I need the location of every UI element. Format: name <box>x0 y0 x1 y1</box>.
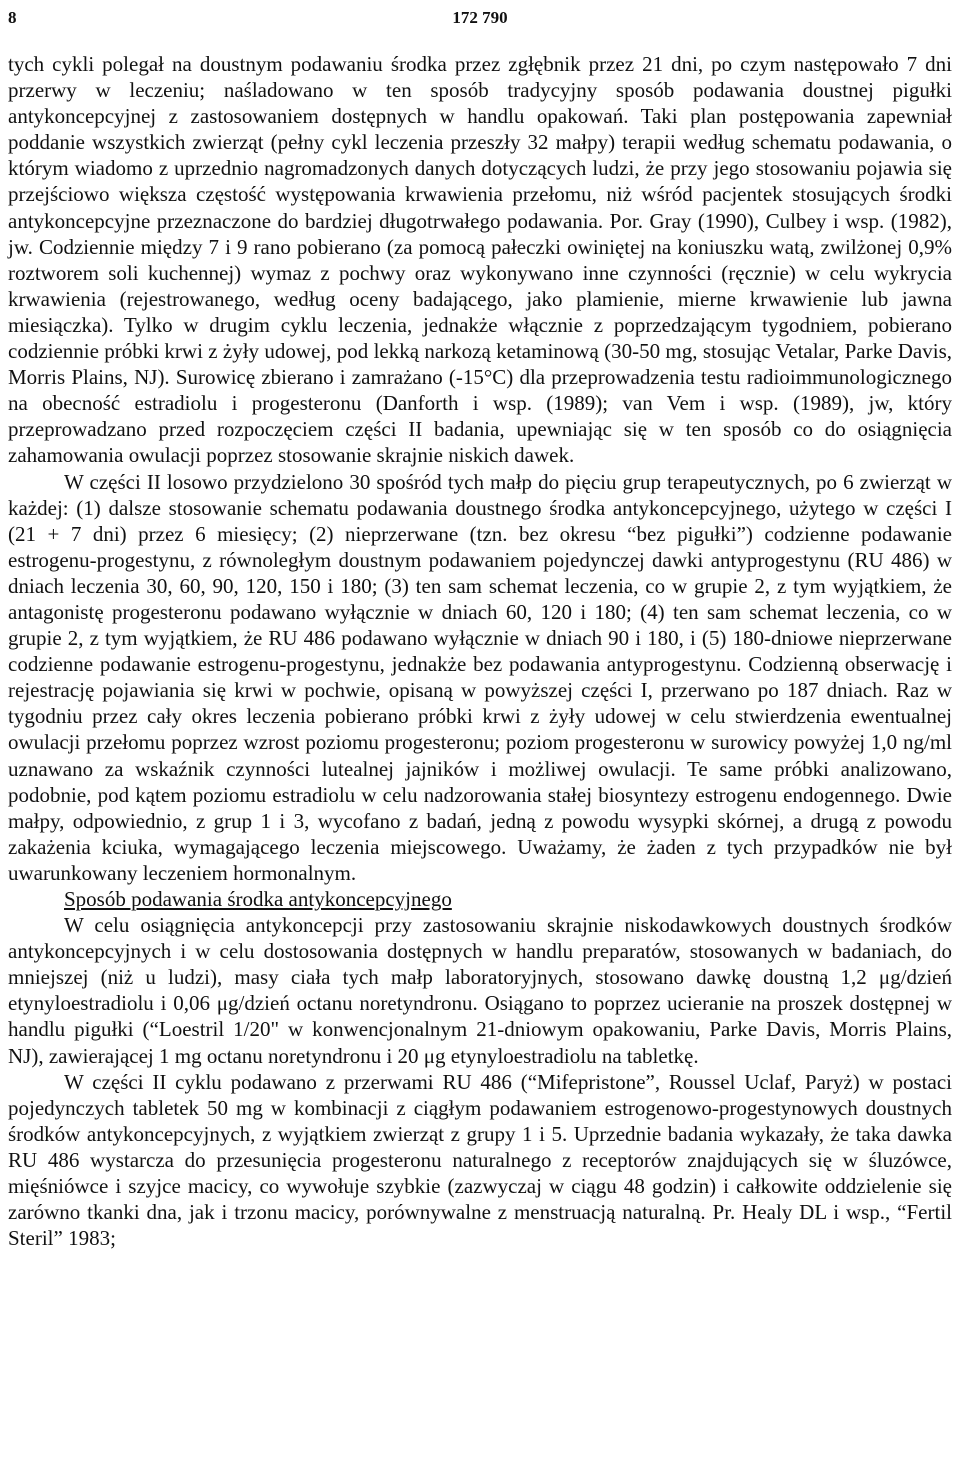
page-header <box>8 8 952 34</box>
section-heading: Sposób podawania środka antykoncepcyjnego <box>64 887 452 911</box>
paragraph-1: tych cykli polegał na doustnym podawaniu środka przez zgłębnik przez 21 dni, po czym następowało 7 dni przerwy w leczeniu; naśladowano w ten sposób tradycyjny sposób podawania doustnej pigułki antykoncepcyjnej z zastosowaniem dostępnych w handlu opakowań. Taki plan postępowania zapewniał poddanie wszystkich zwierząt (pełny cykl leczenia przeszły 32 małpy) terapii według schematu podawania, o którym wiadomo z uprzednio nagromadzonych danych dotyczących ludzi, że przy jego stosowaniu pojawia się przejściowo większa częstość występowania krwawienia przełomu, niż wśród pacjentek stosujących środki antykoncepcyjne przeznaczone do bardziej długotrwałego podawania. Por. Gray (1990), Culbey i wsp. (1982), jw. Codziennie między 7 i 9 rano pobierano (za pomocą pałeczki owiniętej na koniuszku watą, zwilżonej 0,9% roztworem soli kuchennej) wymaz z pochwy oraz wykonywano inne czynności (ręcznie) w celu wykrycia krwawienia (rejestrowanego, według oceny badającego, jako plamienie, mierne krwawienie lub jawna miesiączka). Tylko w drugim cyklu leczenia, jednakże włącznie z poprzedzającym tygodniem, pobierano codziennie próbki krwi z żyły udowej, pod lekką narkozą ketaminową (30-50 mg, stosując Vetalar, Parke Davis, Morris Plains, NJ). Surowicę zbierano i zamrażano (-15°C) dla przeprowadzenia testu radioimmunologicznego na obecność estradiolu i progesteronu (Danforth i wsp. (1989); van Vem i wsp. (1989), jw, który przeprowadzano przed rozpoczęciem części II badania, upewniając się w ten sposób co do osiągnięcia zahamowania owulacji poprzez stosowanie skrajnie niskich dawek. <box>8 52 952 468</box>
paragraph-2: W części II losowo przydzielono 30 spośród tych małp do pięciu grup terapeutycznych, po 6 zwierząt w każdej: (1) dalsze stosowanie schematu podawania doustnego środka antykoncepcyjnego, użytego w części I (21 + 7 dni) przez 6 miesięcy; (2) nieprzerwane (tzn. bez okresu “bez pigułki”) codzienne podawanie estrogenu-progestynu, z równoległym doustnym podawaniem pojedynczej dawki antyprogestynu (RU 486) w dniach leczenia 30, 60, 90, 120, 150 i 180; (3) ten sam schemat leczenia, co w grupie 2, z tym wyjątkiem, że antagonistę progesteronu podawano wyłącznie w dniach 60, 120 i 180; (4) ten sam schemat leczenia, co w grupie 2, z tym wyjątkiem, że RU 486 podawano wyłącznie w dniach 90 i 180, i (5) 180-dniowe nieprzerwane codzienne podawanie estrogenu-progestynu, jednakże bez podawania antyprogestynu. Codzienną obserwację i rejestrację pojawiania się krwi w pochwie, opisaną w powyższej części I, przerwano po 187 dniach. Raz w tygodniu przez cały okres leczenia pobierano próbki krwi z żyły udowej w celu stwierdzenia ewentualnej owulacji przełomu poprzez wzrost poziomu progesteronu; poziom progesteronu w surowicy powyżej 1,0 ng/ml uznawano za wskaźnik czynności lutealnej jajników i możliwej owulacji. Te same próbki analizowano, podobnie, pod kątem poziomu estradiolu w celu nadzorowania stałej biosyntezy estrogenu endogennego. Dwie małpy, odpowiednio, z grup 1 i 3, wycofano z badań, jedną z powodu wysypki skórnej, a drugą z powodu zakażenia kciuka, wymagającego leczenia miejscowego. Uważamy, że żaden z tych przypadków nie był uwarunkowany leczeniem hormonalnym. <box>8 469 952 885</box>
page-number: 8 <box>8 8 17 27</box>
paragraph-3: W celu osiągnięcia antykoncepcji przy zastosowaniu skrajnie niskodawkowych doustnych środków antykoncepcyjnych i w celu dostosowania dostępnych w handlu preparatów, stosowanych w badaniach, do mniejszej (niż u ludzi), masy ciała tych małp laboratoryjnych, stosowano dawkę doustną 1,2 μg/dzień etynyloestradiolu i 0,06 μg/dzień octanu noretyndronu. Osiągano to poprzez ucieranie na proszek dostępnej w handlu pigułki (“Loestril 1/20" w konwencjonalnym 21-dniowym opakowaniu, Parke Davis, Morris Plains, NJ), zawierającej 1 mg octanu noretyndronu i 20 μg etynyloestradiolu na tabletkę. <box>8 913 952 1068</box>
document-body <box>8 51 952 1251</box>
paragraph-4: W części II cyklu podawano z przerwami RU 486 (“Mifepristone”, Roussel Uclaf, Paryż) w postaci pojedynczych tabletek 50 mg w kombinacji z ciągłym podawaniem estrogenowo-progestynowych doustnych środków antykoncepcyjnych, z wyjątkiem zwierząt z grupy 1 i 5. Uprzednie badania wykazały, że taka dawka RU 486 wystarcza do przesunięcia progesteronu naturalnego z receptorów znajdujących się w śluzówce, mięśniówce i szyjce macicy, co wywołuje szybkie (zazwyczaj w ciągu 48 godzin) i całkowite oddzielenie się zarówno tkanki dna, jak i trzonu macicy, porównywalne z menstruacją naturalną. Pr. Healy DL i wsp., “Fertil Steril” 1983; <box>8 1069 952 1251</box>
document-number: 172 790 <box>452 8 508 27</box>
